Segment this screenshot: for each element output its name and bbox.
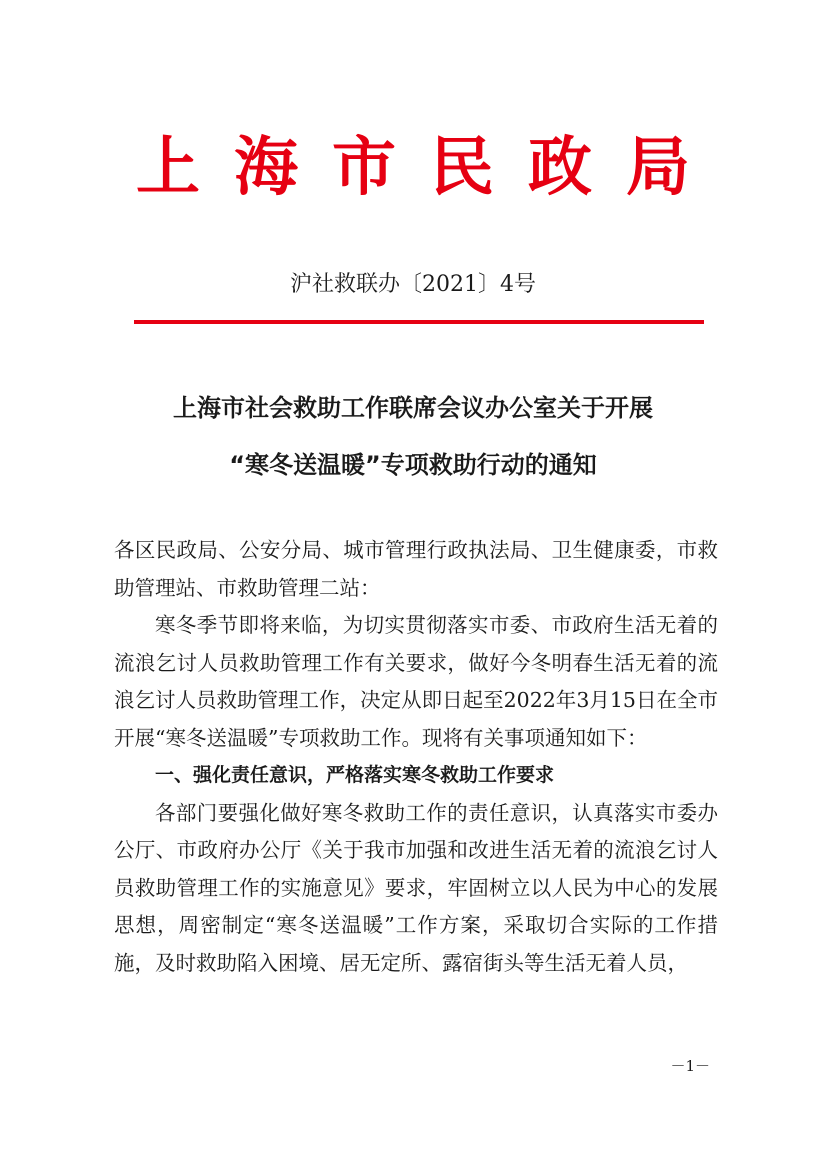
red-divider-rule <box>134 320 704 324</box>
document-title-line-2: “寒冬送温暖”专项救助行动的通知 <box>229 451 597 479</box>
recipients: 各区民政局、公安分局、城市管理行政执法局、卫生健康委，市救助管理站、市救助管理二站： <box>114 538 718 600</box>
section-heading: 一、强化责任意识，严格落实寒冬救助工作要求 <box>155 764 555 786</box>
document-body <box>114 532 718 982</box>
paragraph: 寒冬季节即将来临，为切实贯彻落实市委、市政府生活无着的流浪乞讨人员救助管理工作有关要求，做好今冬明春生活无着的流浪乞讨人员救助管理工作，决定从即日起至2022年3月15日在全市开展“寒冬送温暖”专项救助工作。现将有关事项通知如下： <box>114 613 718 750</box>
agency-name: 上海市民政局 <box>136 131 724 205</box>
document-number: 沪社救联办〔2021〕4号 <box>290 272 536 297</box>
page-number: －1－ <box>670 1057 710 1075</box>
document-title-line-1: 上海市社会救助工作联席会议办公室关于开展 <box>173 394 653 422</box>
paragraph: 各部门要强化做好寒冬救助工作的责任意识，认真落实市委办公厅、市政府办公厅《关于我市加强和改进生活无着的流浪乞讨人员救助管理工作的实施意见》要求，牢固树立以人民为中心的发展思想，周密制定“寒冬送温暖”工作方案，采取切合实际的工作措施，及时救助陷入困境、居无定所、露宿街头等生活无着人员， <box>114 800 718 975</box>
